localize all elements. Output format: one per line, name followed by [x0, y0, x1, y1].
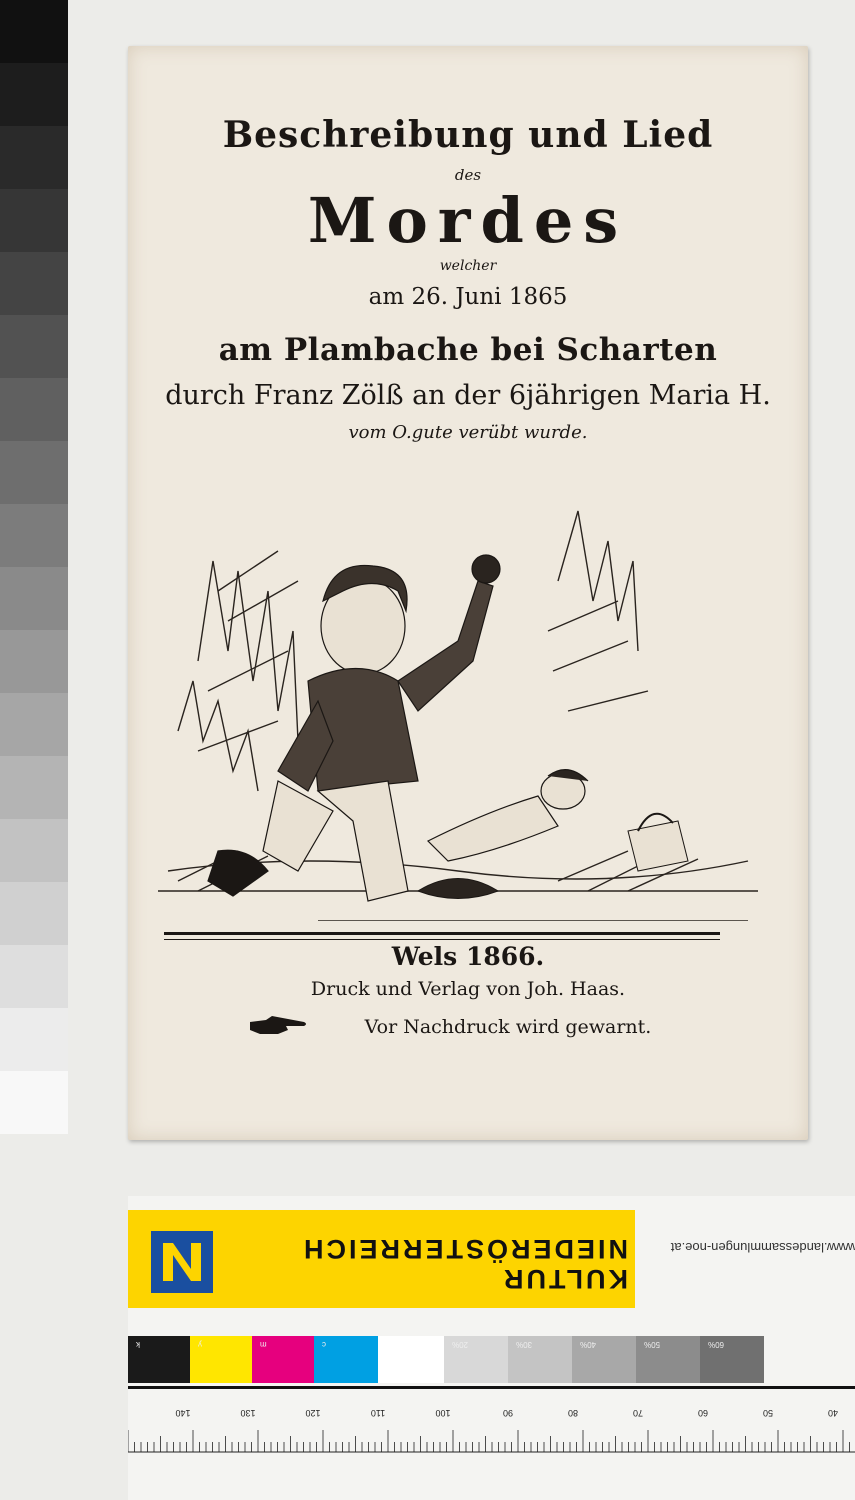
warning-line: Vor Nachdruck wird gewarnt.: [364, 1016, 652, 1038]
gray-patch: [0, 945, 68, 1008]
brand-line-2: NIEDERÖSTERREICH: [300, 1234, 628, 1264]
swatch-label: m: [260, 1340, 267, 1349]
swatch-label: 50%: [644, 1340, 661, 1349]
swatch-k: [128, 1336, 190, 1383]
origin-line: vom O.gute verübt wurde.: [348, 422, 588, 443]
card-separator: [128, 1386, 855, 1389]
gray-patch: [0, 1008, 68, 1071]
swatch-white: [378, 1336, 444, 1383]
swatch-label: 40%: [580, 1340, 597, 1349]
gray-patch: [0, 756, 68, 819]
gray-patch: [0, 819, 68, 882]
culprit-line: durch Franz Zölß an der 6jährigen Maria H.: [165, 380, 771, 411]
title-connector-welcher: welcher: [439, 258, 497, 274]
brand-text: [228, 1230, 628, 1294]
gray-patch: [0, 504, 68, 567]
kultur-noe-logo-icon: [151, 1231, 213, 1293]
swatch-m: [252, 1336, 314, 1383]
swatch-40pct: [572, 1336, 636, 1383]
gray-patch: [0, 63, 68, 126]
title-line-1: Beschreibung und Lied: [222, 114, 714, 156]
swatch-60pct: [700, 1336, 764, 1383]
title-main: Mordes: [307, 184, 629, 257]
pamphlet-page: [128, 46, 808, 1140]
ruler-label: 140: [175, 1408, 191, 1418]
gray-patch: [0, 693, 68, 756]
grayscale-strip: [0, 0, 68, 1134]
woodcut-illustration: [158, 451, 758, 921]
place-line: am Plambache bei Scharten: [218, 332, 718, 368]
swatch-label: c: [322, 1340, 326, 1349]
title-connector-des: des: [454, 166, 482, 184]
mm-ruler: [128, 1396, 855, 1466]
gray-patch: [0, 882, 68, 945]
swatch-label: 20%: [452, 1340, 469, 1349]
ruler-label: 100: [435, 1408, 451, 1418]
swatch-20pct: [444, 1336, 508, 1383]
gray-patch: [0, 1071, 68, 1134]
gray-patch: [0, 567, 68, 630]
swatch-label: 30%: [516, 1340, 533, 1349]
swatch-label: k: [136, 1340, 140, 1349]
gray-patch: [0, 630, 68, 693]
ruler-label: 40: [827, 1408, 839, 1418]
ruler-label: 130: [240, 1408, 256, 1418]
brand-band: [128, 1210, 635, 1308]
ruler-label: 120: [305, 1408, 321, 1418]
ruler-label: 80: [567, 1408, 579, 1418]
ruler-label: 70: [632, 1408, 644, 1418]
divider-thick: [164, 932, 720, 935]
date-line: am 26. Juni 1865: [368, 284, 568, 310]
swatch-50pct: [636, 1336, 700, 1383]
brand-line-1: KULTUR: [501, 1264, 628, 1294]
color-swatches: [128, 1336, 855, 1383]
swatch-label: y: [198, 1340, 202, 1349]
gray-patch: [0, 378, 68, 441]
calibration-card: [128, 1196, 855, 1500]
gray-patch: [0, 189, 68, 252]
ruler-label: 50: [762, 1408, 774, 1418]
gray-patch: [0, 441, 68, 504]
gray-patch: [0, 315, 68, 378]
publication-line: Wels 1866.: [391, 942, 545, 971]
gray-patch: [0, 0, 68, 63]
printer-line: Druck und Verlag von Joh. Haas.: [310, 978, 626, 1000]
swatch-c: [314, 1336, 378, 1383]
gray-patch: [0, 126, 68, 189]
gray-patch: [0, 252, 68, 315]
swatch-30pct: [508, 1336, 572, 1383]
swatch-y: [190, 1336, 252, 1383]
divider-thin: [164, 939, 720, 940]
ruler-label: 90: [502, 1408, 514, 1418]
swatch-label: 60%: [708, 1340, 725, 1349]
website-text: www.landessammlungen-noe.at: [670, 1240, 855, 1255]
ruler-label: 60: [697, 1408, 709, 1418]
ruler-label: 110: [370, 1408, 386, 1418]
